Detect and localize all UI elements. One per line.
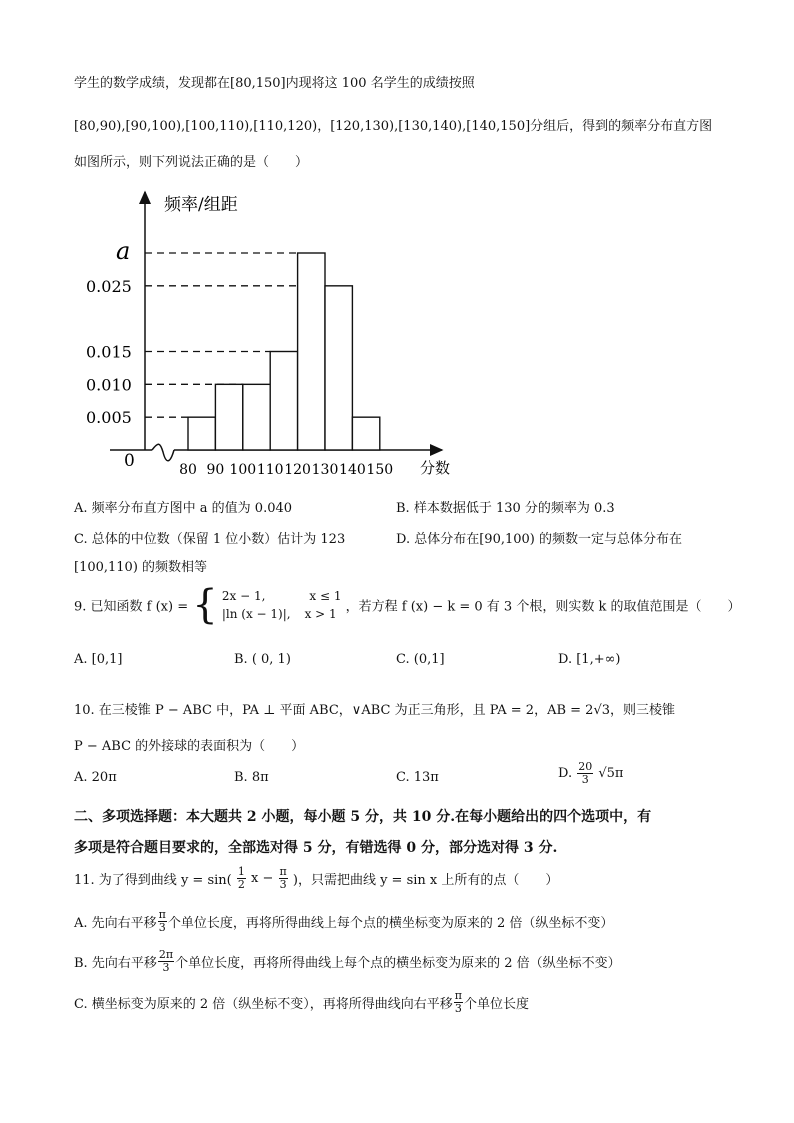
intro-line-2: [80,90),[90,100),[100,110),[110,120)，[120,130),[130,140),[140,150]分组后，得到的频率分布直方图	[74, 119, 713, 134]
q11-c-num: π	[454, 989, 463, 1002]
section2-line-2: 多项是符合题目要求的，全部选对得 5 分，有错选得 0 分，部分选对得 3 分.	[74, 840, 558, 856]
histogram-bar-80-90	[188, 417, 215, 450]
q11-f2-den: 3	[279, 878, 287, 891]
histogram-bar-110-120	[270, 352, 297, 451]
q9-pre: 9. 已知函数 f (x) =	[74, 599, 189, 615]
q8-option-b: B. 样本数据低于 130 分的频率为 0.3	[396, 501, 615, 516]
q9-option-a: A. [0,1]	[74, 652, 123, 667]
q11-option-c	[74, 990, 529, 1015]
piecewise-brace: {	[192, 582, 218, 628]
x-tick-label-130: 130	[311, 462, 339, 478]
q10-d-fraction	[577, 761, 593, 786]
q10-line-2: P − ABC 的外接球的表面积为（ ）	[74, 739, 305, 754]
q11-b-pre: B. 先向右平移	[74, 956, 157, 971]
q11-a-pre: A. 先向右平移	[74, 916, 157, 931]
q11-pre: 11. 为了得到曲线 y = sin(	[74, 873, 232, 888]
q11-stem	[74, 866, 558, 891]
q10-d-tail: √5π	[598, 766, 624, 781]
q11-b-post: 个单位长度，再将所得曲线上每个点的横坐标变为原来的 2 倍（纵坐标不变）	[175, 956, 621, 971]
q9-case2-cond: x > 1	[304, 607, 337, 621]
q11-c-frac	[454, 990, 463, 1015]
q10-option-b: B. 8π	[234, 770, 269, 785]
y-axis-title: 频率/组距	[164, 195, 238, 215]
histogram-bar-100-110	[243, 384, 270, 450]
intro-line-1: 学生的数学成绩，发现都在[80,150]内现将这 100 名学生的成绩按照	[74, 76, 475, 91]
q11-b-den: 3	[162, 961, 170, 974]
q11-a-post: 个单位长度，再将所得曲线上每个点的横坐标变为原来的 2 倍（纵坐标不变）	[167, 916, 614, 931]
q10-line-1: 10. 在三棱锥 P − ABC 中，PA ⊥ 平面 ABC，∨ABC 为正三角形，且 PA = 2，AB = 2√3，则三棱锥	[74, 703, 676, 718]
y-tick-label-3: 0.010	[86, 375, 132, 395]
q11-frac-2	[279, 866, 288, 891]
histogram-bar-140-150	[352, 417, 379, 450]
q10-d-den: 3	[581, 773, 589, 786]
q10-d-label: D.	[558, 766, 573, 781]
y-tick-label-1: 0.025	[86, 276, 132, 296]
intro-line-3: 如图所示，则下列说法正确的是（ ）	[74, 155, 309, 170]
q8-option-d-cont: [100,110) 的频数相等	[74, 560, 208, 575]
q8-option-c: C. 总体的中位数（保留 1 位小数）估计为 123	[74, 532, 346, 547]
q11-f2-num: π	[279, 865, 287, 878]
q8-option-a: A. 频率分布直方图中 a 的值为 0.040	[74, 501, 293, 516]
q9-case1-expr: 2x − 1,	[221, 589, 266, 603]
histogram-bar-130-140	[325, 286, 352, 450]
q11-c-den: 3	[454, 1002, 462, 1015]
q9-post: ，若方程 f (x) − k = 0 有 3 个根，则实数 k 的取值范围是（ ）	[345, 599, 741, 615]
q9-case1-cond: x ≤ 1	[309, 589, 342, 603]
histogram-bar-120-130	[298, 253, 325, 450]
q9-option-c: C. (0,1]	[396, 652, 445, 667]
q11-mid: x −	[251, 871, 274, 886]
q11-b-num: 2π	[158, 948, 174, 961]
q8-option-d: D. 总体分布在[90,100) 的频数一定与总体分布在	[396, 532, 682, 547]
y-tick-label-2: 0.015	[86, 342, 132, 362]
origin-label: 0	[124, 451, 135, 471]
q11-c-pre: C. 横坐标变为原来的 2 倍（纵坐标不变），再将所得曲线向右平移	[74, 997, 453, 1012]
q9-option-b: B. ( 0, 1)	[234, 652, 291, 667]
x-tick-label-80: 80	[179, 462, 197, 478]
frequency-histogram	[0, 180, 794, 490]
q10-option-c: C. 13π	[396, 770, 439, 785]
y-tick-label-4: 0.005	[86, 408, 132, 428]
q10-d-num: 20	[578, 760, 593, 773]
q11-post: )，只需把曲线 y = sin x 上所有的点（ ）	[292, 873, 559, 888]
x-tick-label-120: 120	[284, 462, 311, 478]
q11-f1-num: 1	[237, 865, 245, 878]
q11-a-den: 3	[158, 921, 166, 934]
q10-option-a: A. 20π	[74, 770, 117, 785]
q11-option-a	[74, 909, 613, 934]
q11-c-post: 个单位长度	[464, 997, 530, 1012]
q11-a-frac	[158, 909, 167, 934]
y-tick-label-0: a	[116, 237, 131, 265]
q11-frac-1	[237, 866, 246, 891]
x-tick-label-90: 90	[206, 462, 225, 478]
q9-stem	[74, 582, 741, 628]
axis-break	[152, 444, 174, 461]
x-tick-label-140: 140	[339, 462, 366, 478]
q11-f1-den: 2	[237, 878, 245, 891]
x-tick-label-100: 100	[229, 462, 257, 478]
piecewise-cases	[222, 587, 342, 623]
histogram-bar-90-100	[215, 384, 242, 450]
q11-b-frac	[158, 949, 174, 974]
q9-option-d: D. [1,+∞)	[558, 652, 621, 667]
q9-case2-expr: |ln (x − 1)|,	[221, 607, 291, 621]
x-tick-label-150: 150	[366, 462, 394, 478]
q11-a-num: π	[158, 908, 166, 921]
x-axis-title: 分数	[420, 459, 451, 477]
section2-line-1: 二、多项选择题：本大题共 2 小题，每小题 5 分，共 10 分.在每小题给出的四个选项中，有	[74, 809, 652, 825]
q11-option-b	[74, 949, 621, 974]
q10-option-d	[558, 761, 623, 786]
x-tick-label-110: 110	[256, 462, 284, 478]
